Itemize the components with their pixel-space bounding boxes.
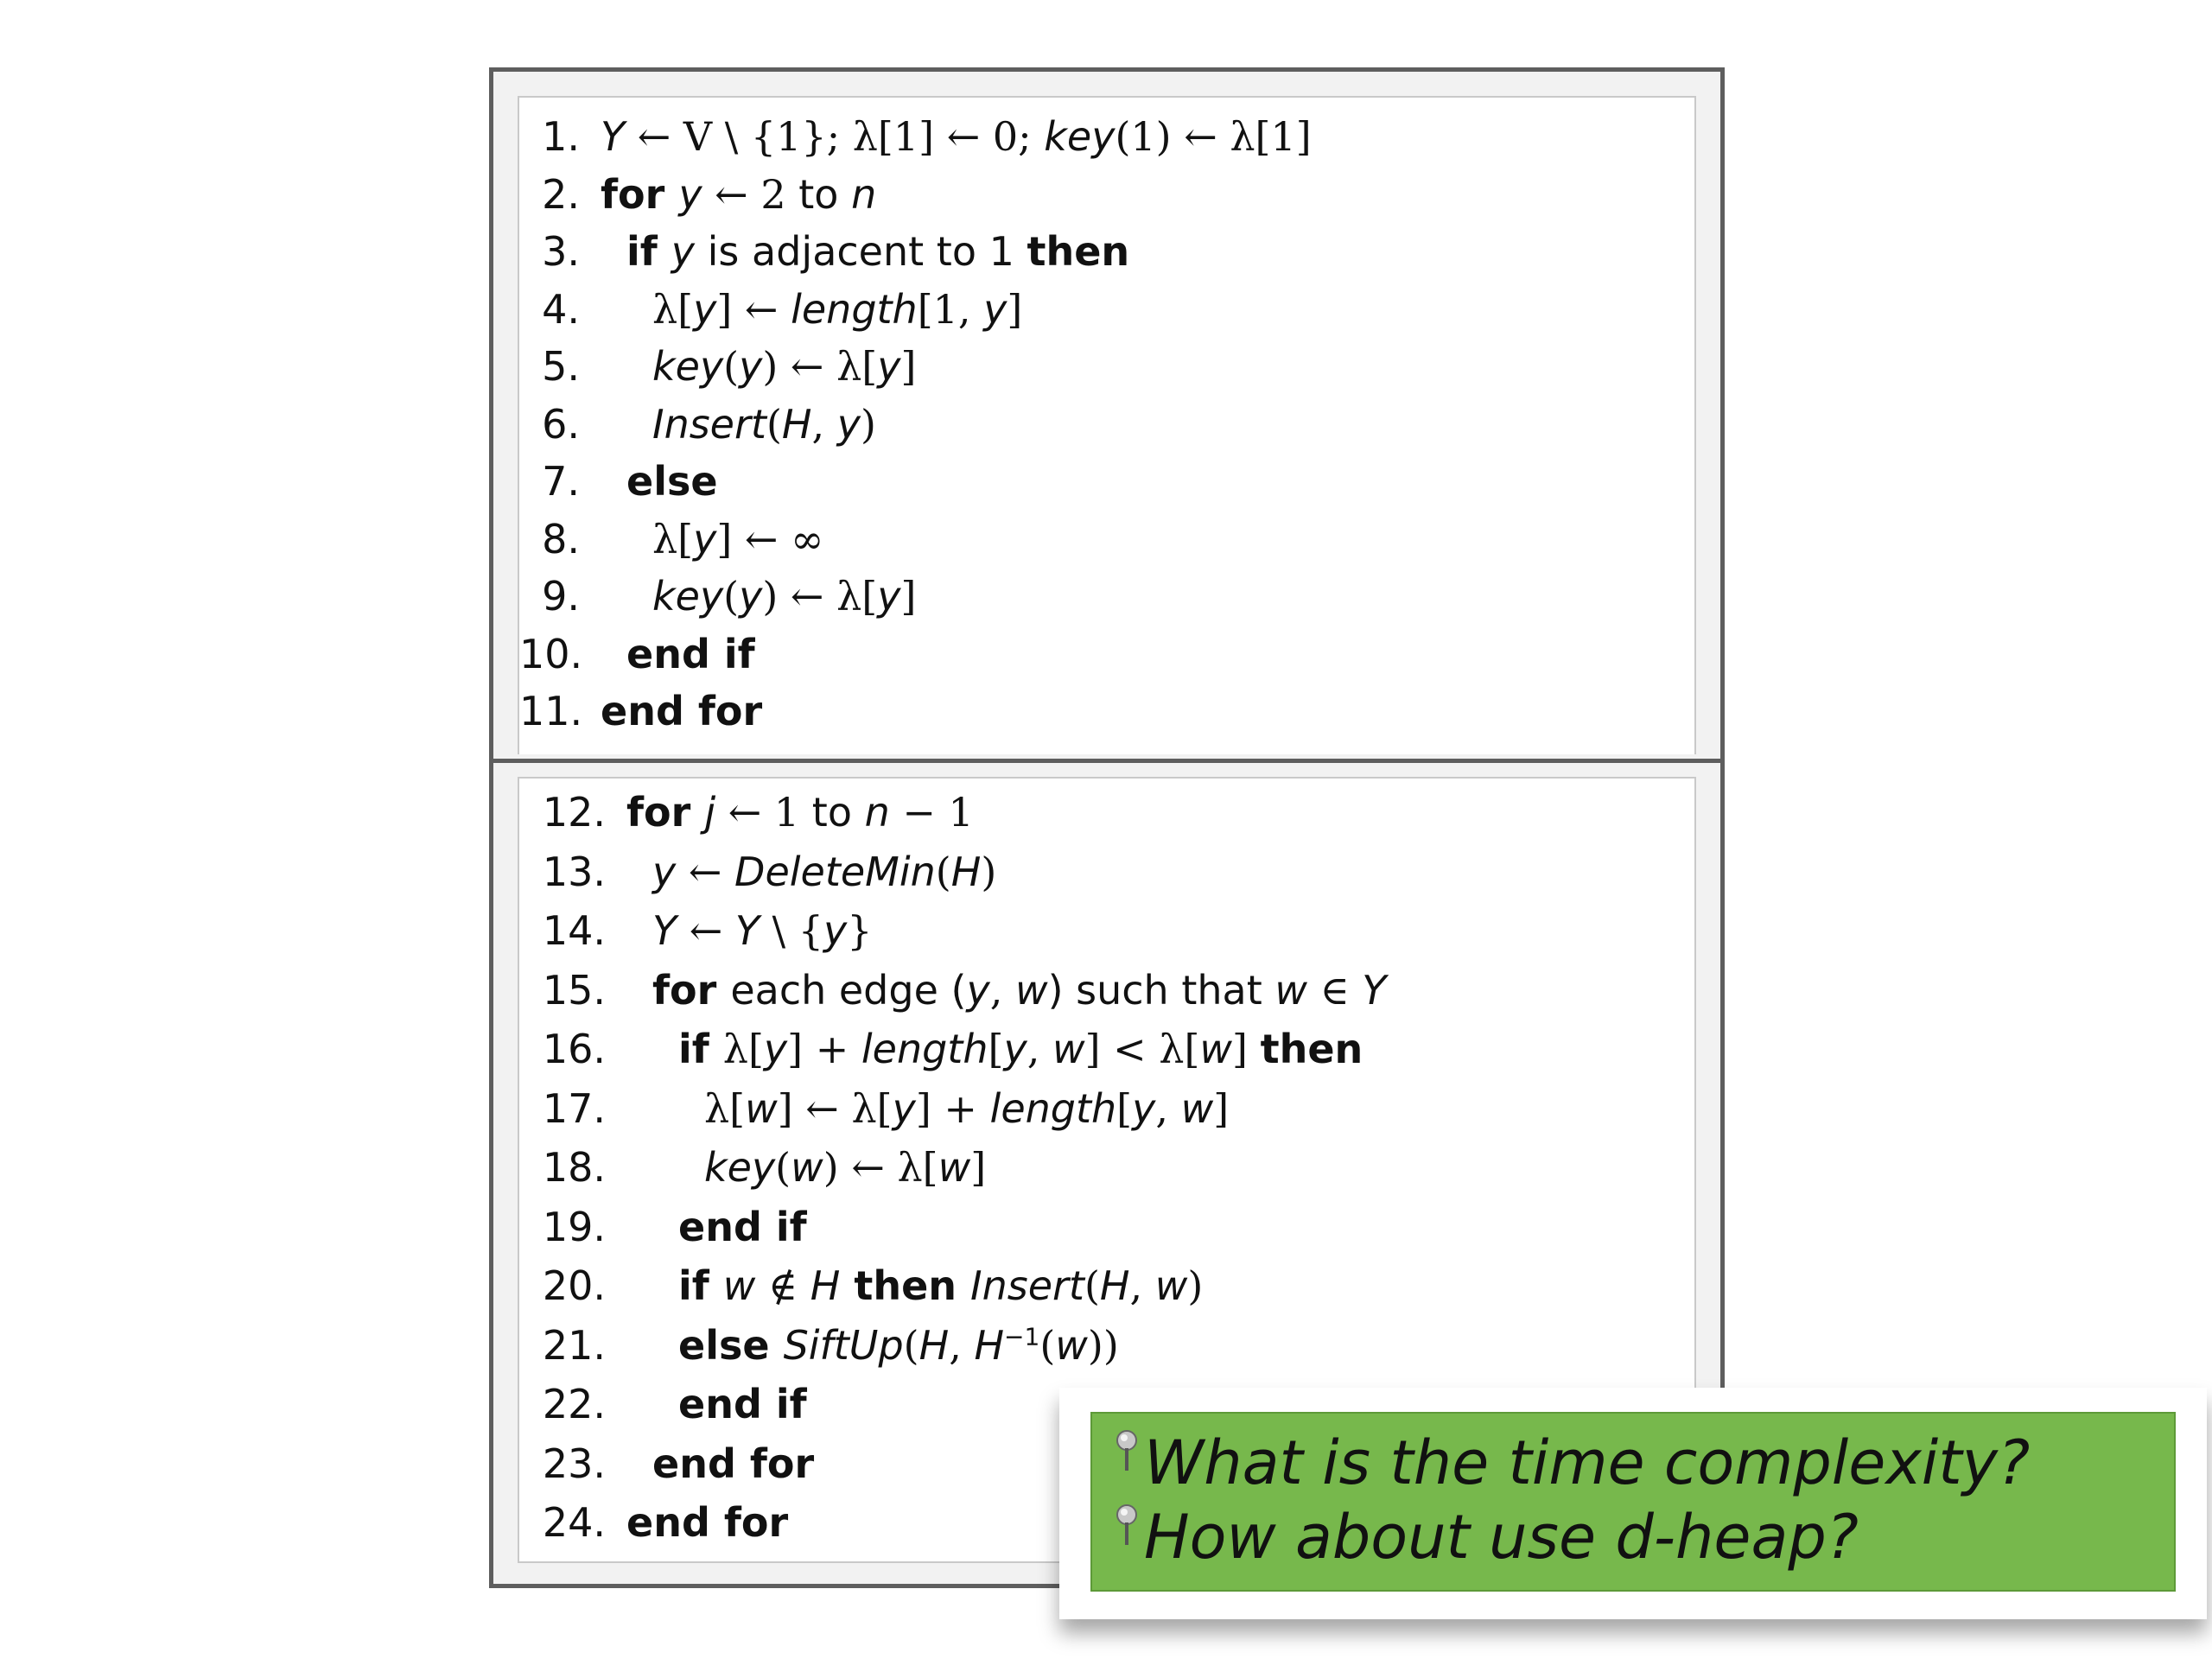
code-text: [652, 396, 876, 453]
code-token: key: [652, 343, 724, 390]
code-token: H: [781, 400, 812, 448]
code-token: ) ← λ[: [762, 573, 878, 620]
line-number: 23.: [542, 1440, 606, 1487]
code-token: }: [847, 907, 873, 954]
question-text: How about use d-heap?: [1144, 1502, 1859, 1573]
code-token: ] ← ∞: [716, 515, 824, 563]
code-token: ,: [811, 400, 837, 448]
code-token: length: [791, 285, 918, 333]
code-token: key: [652, 573, 724, 620]
code-token: SiftUp: [783, 1321, 904, 1369]
code-token: each edge (: [730, 966, 967, 1014]
code-token: ] ←: [716, 285, 791, 333]
code-token: to: [798, 170, 852, 218]
code-token: ]: [1213, 1084, 1230, 1132]
code-token: key: [704, 1144, 776, 1191]
line-number: 20.: [542, 1262, 606, 1309]
line-number: 7.: [542, 458, 580, 505]
code-text: [678, 1020, 1363, 1077]
code-text: [678, 1198, 807, 1255]
code-token: else: [626, 458, 718, 505]
code-token: w: [1199, 1026, 1233, 1072]
code-token: ] < λ[: [1084, 1026, 1200, 1072]
code-token: w: [745, 1084, 778, 1132]
code-token: \ {: [760, 907, 824, 954]
code-text: [678, 1376, 807, 1433]
line-number: 13.: [542, 848, 606, 895]
code-token: ,: [1155, 1084, 1181, 1132]
code-token: ) such that: [1047, 966, 1275, 1014]
code-text: [626, 1494, 788, 1551]
code-token: H: [950, 848, 982, 895]
code-token: Y: [601, 113, 626, 160]
code-text: [626, 784, 974, 841]
code-token: if: [678, 1026, 723, 1072]
code-token: (: [903, 1321, 919, 1369]
code-token: then: [1027, 228, 1130, 275]
code-token: H: [1099, 1262, 1130, 1309]
code-token: length: [989, 1084, 1117, 1132]
code-token: y: [892, 1084, 916, 1132]
code-token: key: [1044, 113, 1116, 160]
code-token: ] +: [787, 1026, 861, 1072]
code-token: ,: [949, 1321, 975, 1369]
code-token: ∉: [755, 1262, 810, 1309]
code-token: end for: [601, 688, 763, 734]
code-token: y: [983, 285, 1007, 333]
code-text: [678, 1257, 1203, 1314]
question-item: [1144, 1426, 2030, 1500]
algorithm-panel-initialization: [489, 67, 1725, 766]
code-token: y: [739, 573, 763, 620]
code-text: [652, 1435, 814, 1492]
code-token: ← 2: [702, 170, 799, 218]
code-token: end if: [678, 1203, 807, 1250]
code-token: y: [693, 515, 717, 563]
code-token: )): [1087, 1321, 1119, 1369]
code-token: ]: [1007, 285, 1023, 333]
code-token: y: [823, 907, 848, 954]
pushpin-icon: [1115, 1503, 1139, 1548]
code-token: is adjacent to 1: [695, 228, 1027, 275]
code-token: n: [851, 170, 877, 218]
line-number: 19.: [542, 1203, 606, 1250]
line-number: 22.: [542, 1381, 606, 1427]
line-number: 12.: [542, 789, 606, 836]
line-number: 4.: [542, 285, 580, 333]
code-token: ]: [900, 343, 917, 390]
code-token: ): [1187, 1262, 1204, 1309]
code-token: ,: [1129, 1262, 1155, 1309]
code-token: − 1: [889, 789, 974, 836]
code-text: [678, 1317, 1119, 1374]
code-text: [626, 223, 1129, 280]
code-token: y: [1132, 1084, 1156, 1132]
code-token: for: [652, 966, 731, 1014]
line-number: 1.: [542, 113, 580, 160]
line-number: 18.: [542, 1144, 606, 1191]
code-token: y: [652, 848, 677, 895]
code-token: to: [811, 789, 865, 836]
code-token: H: [810, 1262, 841, 1309]
code-token: (: [775, 1144, 791, 1191]
code-token: ]: [970, 1144, 987, 1191]
code-token: end for: [652, 1440, 815, 1487]
code-token: ): [981, 848, 997, 895]
code-token: for: [626, 789, 705, 836]
code-token: n: [864, 789, 890, 836]
code-text: [652, 568, 916, 625]
code-token: DeleteMin: [734, 848, 936, 895]
code-token: H: [918, 1321, 950, 1369]
line-number: 14.: [542, 907, 606, 954]
question-item: [1144, 1500, 1859, 1574]
code-token: y: [693, 285, 717, 333]
code-token: [1,: [917, 285, 984, 333]
code-token: H: [974, 1321, 1005, 1369]
question-text: What is the time complexity?: [1144, 1427, 2031, 1498]
line-number: 11.: [519, 688, 583, 734]
code-token: λ[: [704, 1084, 746, 1132]
code-token: w: [1014, 966, 1048, 1014]
code-token: y: [877, 573, 901, 620]
code-token: y: [877, 343, 901, 390]
code-token: w: [1154, 1262, 1188, 1309]
code-token: w: [938, 1144, 971, 1191]
code-token: w: [791, 1144, 823, 1191]
code-token: y: [1003, 1026, 1027, 1072]
code-token: y: [678, 170, 702, 218]
line-number: 5.: [542, 343, 580, 390]
code-token: end if: [678, 1381, 807, 1427]
line-number: 10.: [519, 630, 583, 677]
code-token: (: [723, 573, 740, 620]
code-token: ← V \ {1}; λ[1] ← 0;: [625, 113, 1045, 160]
code-token: λ[: [652, 515, 694, 563]
code-token: length: [861, 1026, 988, 1072]
code-token: then: [840, 1262, 971, 1309]
code-token: (: [1039, 1321, 1056, 1369]
code-token: y: [836, 400, 861, 448]
code-token: if: [626, 228, 671, 275]
code-token: w: [722, 1262, 756, 1309]
code-token: ]: [900, 573, 917, 620]
code-token: ←: [677, 907, 735, 954]
code-text: [652, 902, 873, 959]
line-number: 6.: [542, 400, 580, 448]
code-token: y: [763, 1026, 788, 1072]
code-token: ← 1: [715, 789, 812, 836]
line-number: 3.: [542, 228, 580, 275]
code-token: for: [601, 170, 679, 218]
code-token: Insert: [970, 1262, 1084, 1309]
code-text: [652, 962, 1386, 1019]
code-token: then: [1260, 1026, 1363, 1072]
code-token: if: [678, 1262, 723, 1309]
code-token: (: [935, 848, 951, 895]
code-text: [626, 453, 718, 510]
code-token: y: [739, 343, 763, 390]
code-token: ] +: [915, 1084, 990, 1132]
code-token: (: [766, 400, 782, 448]
code-token: (: [1084, 1262, 1100, 1309]
code-token: w: [1055, 1321, 1088, 1369]
code-token: ) ← λ[: [762, 343, 878, 390]
code-token: λ[: [652, 285, 694, 333]
line-number: 15.: [542, 966, 606, 1014]
line-number: 24.: [542, 1499, 606, 1546]
code-token: Y: [734, 907, 760, 954]
code-token: λ[: [722, 1026, 764, 1072]
code-token: Y: [652, 907, 677, 954]
code-listing-part1: [518, 96, 1696, 754]
code-text: [652, 511, 823, 568]
line-number: 2.: [542, 170, 580, 218]
code-token: w: [1274, 966, 1307, 1014]
code-token: [: [988, 1026, 1004, 1072]
code-text: [652, 281, 1022, 338]
code-token: ) ← λ[: [823, 1144, 938, 1191]
code-text: [704, 1080, 1229, 1137]
code-text: [652, 338, 916, 395]
code-text: [601, 683, 762, 740]
code-token: (: [723, 343, 740, 390]
line-number: 16.: [542, 1026, 606, 1072]
pushpin-icon: [1115, 1429, 1139, 1474]
code-token: ,: [1027, 1026, 1052, 1072]
code-text: [601, 108, 1312, 165]
code-token: j: [704, 789, 716, 836]
code-token: ] ← λ[: [777, 1084, 893, 1132]
code-token: (1) ← λ[1]: [1115, 113, 1312, 160]
code-text: [626, 626, 755, 683]
line-number: 9.: [542, 573, 580, 620]
question-box: [1090, 1412, 2176, 1592]
code-token: end for: [626, 1499, 789, 1546]
code-token: Insert: [652, 400, 766, 448]
line-number: 8.: [542, 515, 580, 563]
code-token: y: [966, 966, 990, 1014]
code-token: else: [678, 1321, 784, 1369]
code-token: Y: [1362, 966, 1387, 1014]
line-number: 17.: [542, 1084, 606, 1132]
code-text: [652, 843, 996, 900]
code-token: ←: [676, 848, 735, 895]
code-token: ]: [1232, 1026, 1261, 1072]
code-token: −1: [1004, 1322, 1040, 1351]
code-token: ): [860, 400, 876, 448]
code-text: [704, 1139, 986, 1196]
code-token: w: [1180, 1084, 1214, 1132]
code-token: end if: [626, 630, 755, 677]
code-token: y: [671, 228, 696, 275]
line-number: 21.: [542, 1321, 606, 1369]
code-token: ∈: [1306, 966, 1363, 1014]
code-token: ,: [989, 966, 1015, 1014]
question-callout: [1059, 1388, 2207, 1619]
code-token: w: [1052, 1026, 1085, 1072]
code-text: [601, 166, 876, 223]
code-token: [: [1116, 1084, 1133, 1132]
